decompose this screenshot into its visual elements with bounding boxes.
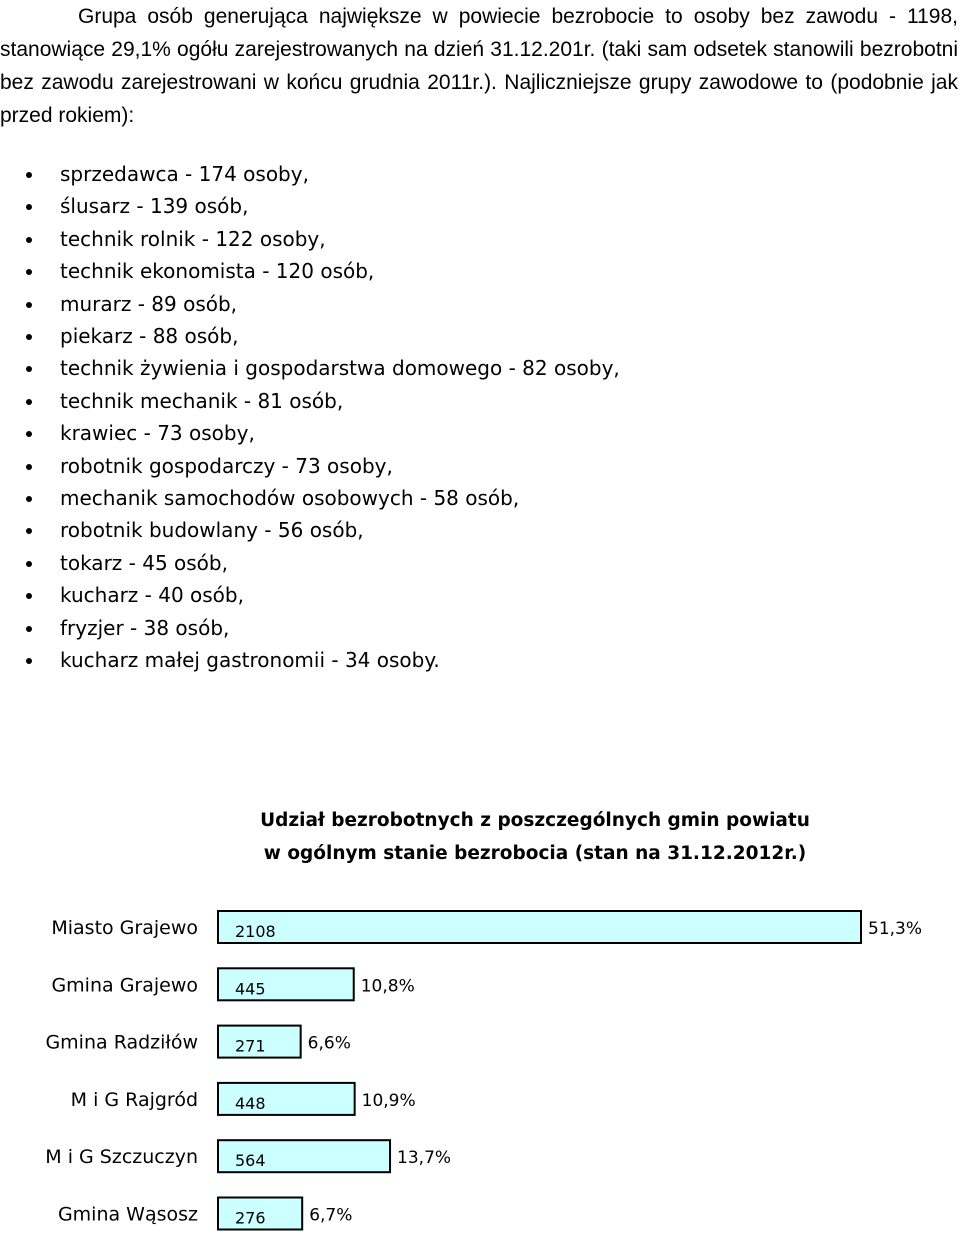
value-label: 2108	[235, 922, 276, 941]
chart-title-line-1: Udział bezrobotnych z poszczególnych gmin powiatu	[260, 810, 810, 831]
list-item-text: technik rolnik - 122 osoby,	[60, 226, 326, 251]
category-label: Gmina Grajewo	[51, 974, 198, 997]
value-label: 448	[235, 1093, 266, 1113]
category-label: Miasto Grajewo	[51, 917, 198, 939]
list-item-text: technik żywienia i gospodarstwa domowego - 82 osoby,	[60, 356, 620, 381]
value-label: 445	[235, 979, 266, 999]
percent-label: 6,6%	[307, 1033, 351, 1054]
intro-paragraph: Grupa osób generująca największe w powiecie bezrobocie to osoby bez zawodu - 1198, stanowiące 29,1% ogółu zarejestrowanych na dzień 31.12.201r. (taki sam odsetek stanowili bezrobotni bez zawodu zarejestrowani w końcu grudnia 2011r.). Najliczniejsze grupy zawodowe to (podobnie jak przed rokiem):	[0, 5, 958, 127]
list-item-text: ślusarz - 139 osób,	[60, 194, 249, 219]
category-label: Gmina Radziłów	[45, 1031, 198, 1054]
list-item-text: kucharz małej gastronomii - 34 osoby.	[60, 648, 440, 673]
list-item-text: piekarz - 88 osób,	[60, 324, 239, 349]
value-label: 271	[235, 1036, 266, 1056]
list-item-text: fryzjer - 38 osób,	[60, 615, 230, 640]
list-item-text: murarz - 89 osób,	[60, 291, 238, 316]
list-item-text: technik mechanik - 81 osób,	[60, 388, 344, 413]
list-item-text: technik ekonomista - 120 osób,	[60, 259, 375, 284]
list-item-text: tokarz - 45 osób,	[60, 550, 228, 575]
list-item-text: robotnik budowlany - 56 osób,	[60, 518, 364, 543]
percent-label: 10,8%	[360, 976, 415, 997]
percent-label: 10,9%	[361, 1090, 416, 1111]
value-label: 276	[235, 1208, 266, 1228]
list-item-text: krawiec - 73 osoby,	[60, 421, 255, 446]
category-label: M i G Rajgród	[70, 1088, 198, 1111]
category-label: Gmina Wąsosz	[57, 1203, 198, 1226]
list-item-text: kucharz - 40 osób,	[60, 583, 244, 608]
list-item-text: robotnik gospodarczy - 73 osoby,	[60, 453, 393, 478]
list-item-text: sprzedawca - 174 osoby,	[60, 162, 309, 186]
percent-label: 6,7%	[309, 1205, 353, 1226]
category-label: M i G Szczuczyn	[45, 1146, 198, 1169]
percent-label: 13,7%	[397, 1148, 452, 1169]
value-label: 564	[235, 1151, 266, 1171]
list-item-text: mechanik samochodów osobowych - 58 osób,	[60, 486, 520, 511]
percent-label: 51,3%	[868, 919, 923, 939]
chart-title-line-2: w ogólnym stanie bezrobocia (stan na 31.12.2012r.)	[263, 843, 807, 864]
chart-bar	[218, 911, 861, 943]
